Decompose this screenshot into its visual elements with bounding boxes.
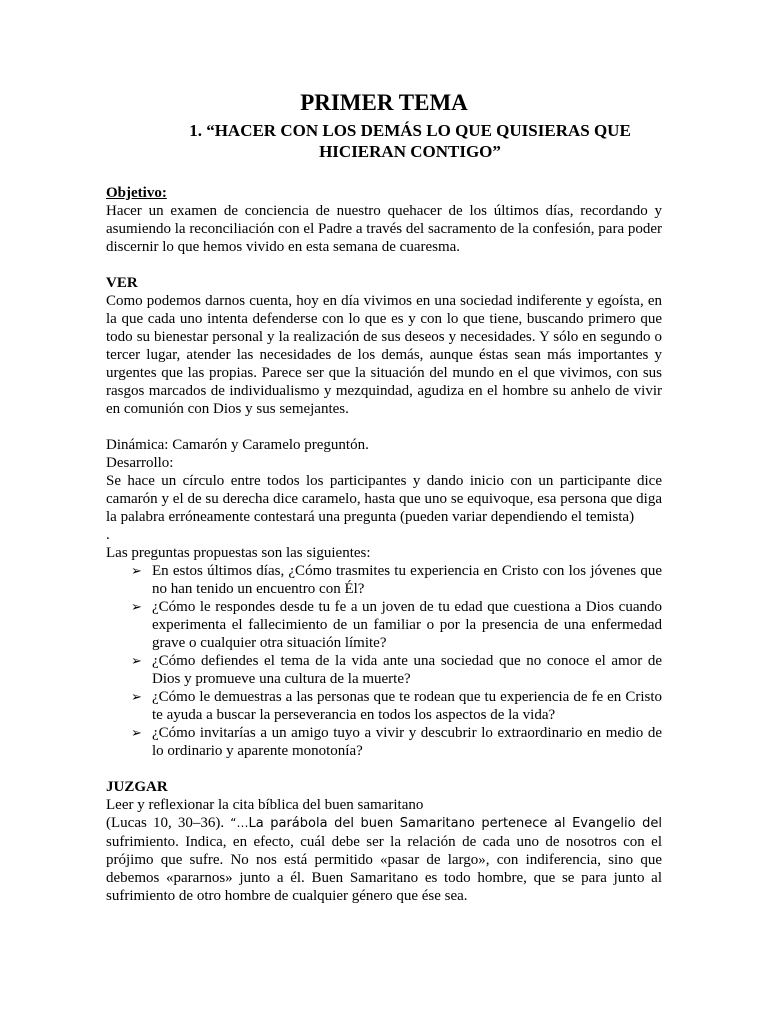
juzgar-intro: Leer y reflexionar la cita bíblica del buen samaritano xyxy=(106,797,424,813)
pregunta-text: ¿Cómo defiendes el tema de la vida ante una sociedad que no conoce el amor de Dios y promueve una cultura de la muerte? xyxy=(152,653,662,687)
dinamica-line: Dinámica: Camarón y Caramelo preguntón. xyxy=(106,437,369,453)
quote-rest: sufrimiento. Indica, en efecto, cuál debe ser la relación de cada uno de nosotros con el prójimo que sufre. No nos está permitido «pasar de largo», con indiferencia, sino que debemos «pararnos» junto a él. Buen Samaritano es todo hombre, que se para junto al sufrimiento de otro hombre de cualquier género que ése sea. xyxy=(106,834,662,904)
arrow-bullet-icon: ➢ xyxy=(131,689,142,704)
pregunta-text: ¿Cómo le respondes desde tu fe a un joven de tu edad que cuestiona a Dios cuando experimenta el fallecimiento de un familiar o por la presencia de una enfermedad grave o cualquier otra situación límite? xyxy=(152,599,662,651)
preguntas-intro: Las preguntas propuestas son las siguientes: xyxy=(106,545,371,561)
desarrollo-label: Desarrollo: xyxy=(106,455,174,471)
objetivo-text: Hacer un examen de conciencia de nuestro quehacer de los últimos días, recordando y asumiendo la reconciliación con el Padre a través del sacramento de la confesión, para poder discernir lo que hemos vivido en esta semana de cuaresma. xyxy=(106,203,663,255)
list-item xyxy=(106,724,662,760)
document-subtitle: 1. “HACER CON LOS DEMÁS LO QUE QUISIERAS QUE HICIERAN CONTIGO” xyxy=(189,121,631,161)
objetivo-heading: Objetivo: xyxy=(106,185,167,201)
list-item xyxy=(106,598,662,652)
juzgar-quote xyxy=(106,814,662,905)
pregunta-text: En estos últimos días, ¿Cómo trasmites tu experiencia en Cristo con los jóvenes que no han tenido un encuentro con Él? xyxy=(152,563,662,597)
arrow-bullet-icon: ➢ xyxy=(131,599,142,614)
arrow-bullet-icon: ➢ xyxy=(131,563,142,578)
arrow-bullet-icon: ➢ xyxy=(131,725,142,740)
desarrollo-text: Se hace un círculo entre todos los participantes y dando inicio con un participante dice camarón y el de su derecha dice caramelo, hasta que uno se equivoque, esa persona que diga la palabra erróneamente contestará una pregunta (pueden variar dependiendo el temista) xyxy=(106,473,662,525)
ver-text: Como podemos darnos cuenta, hoy en día vivimos en una sociedad indiferente y egoísta, en la que cada uno intenta defenderse con lo que es y con lo que tiene, buscando primero que todo su bienestar personal y la realización de sus deseos y necesidades. Y sólo en segundo o tercer lugar, atender las necesidades de los demás, aunque éstas sean más importantes y urgentes que las propias. Parece ser que la situación del mundo en el que vivimos, con sus rasgos marcados de individualismo y mezquindad, agudiza en el hombre su anhelo de vivir en comunión con Dios y sus semejantes. xyxy=(106,293,662,417)
list-item xyxy=(106,562,662,598)
preguntas-list xyxy=(106,562,662,760)
pregunta-text: ¿Cómo le demuestras a las personas que te rodean que tu experiencia de fe en Cristo te ayuda a buscar la perseverancia en todos los aspectos de la vida? xyxy=(152,689,662,723)
citation: (Lucas 10, 30–36). xyxy=(106,815,225,831)
document-body xyxy=(106,184,662,905)
pregunta-text: ¿Cómo invitarías a un amigo tuyo a vivir y descubrir lo extraordinario en medio de lo ordinario y aparente monotonía? xyxy=(152,725,662,759)
arrow-bullet-icon: ➢ xyxy=(131,653,142,668)
desarrollo-dot: . xyxy=(106,527,110,543)
juzgar-heading: JUZGAR xyxy=(106,779,168,795)
quote-open: “… xyxy=(230,816,249,830)
document-title: PRIMER TEMA xyxy=(300,90,468,115)
list-item xyxy=(106,688,662,724)
list-item xyxy=(106,652,662,688)
quote-first-line: La parábola del buen Samaritano pertenece al Evangelio del xyxy=(248,816,663,831)
ver-heading: VER xyxy=(106,275,138,291)
